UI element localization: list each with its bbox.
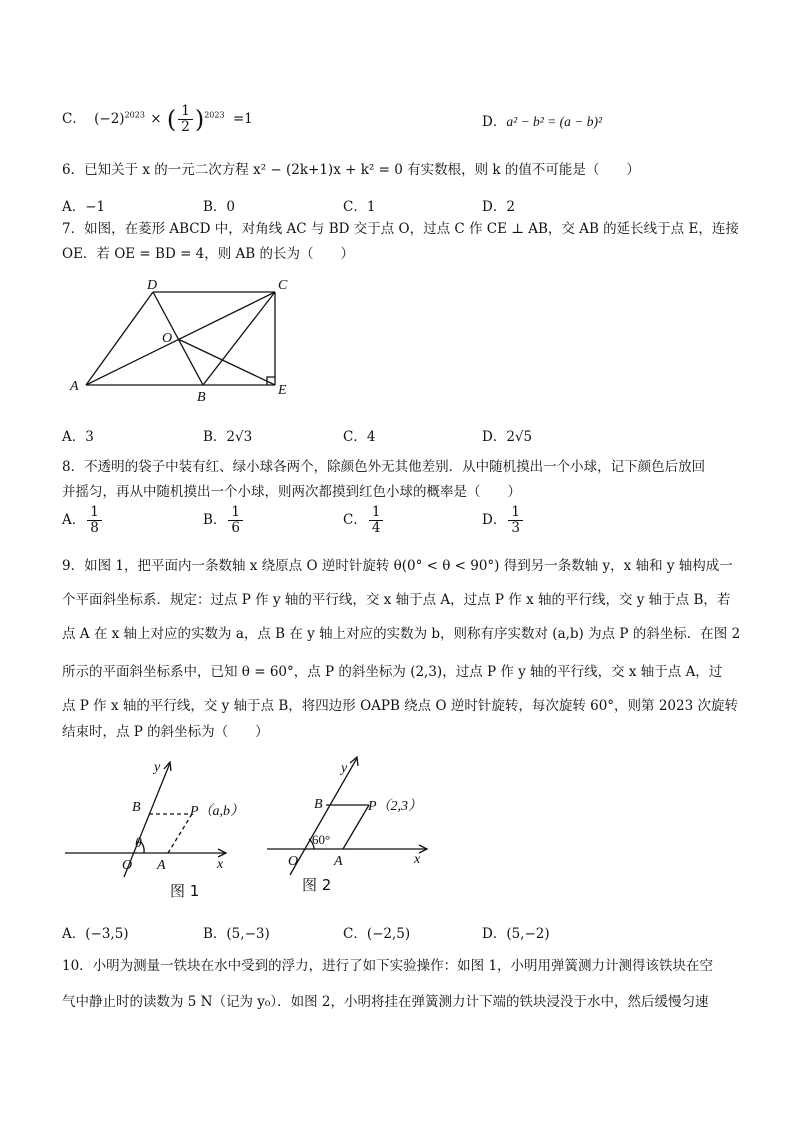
q9-fig2-caption: 图 2 bbox=[302, 876, 332, 894]
q5-option-d bbox=[482, 110, 602, 130]
q9-fig1-label-y: y bbox=[154, 760, 161, 775]
q8-option-c-fraction: $\frac{1}{4}$ bbox=[369, 505, 384, 536]
q9-fig1-caption: 图 1 bbox=[170, 882, 200, 900]
q9-line3: 点 A 在 x 轴上对应的实数为 a，点 B 在 y 轴上对应的实数为 b，则称有序实数对 (a,b) 为点 P 的斜坐标．在图 2 bbox=[62, 626, 741, 642]
q9-fig2-y-arrow-icon bbox=[350, 757, 358, 766]
q9-fig2-label-o: O bbox=[288, 854, 299, 869]
q9-fig2-label-angle: 60° bbox=[312, 832, 331, 847]
q8-option-b-fraction: $\frac{1}{6}$ bbox=[228, 505, 243, 536]
q9-fig1-label-x: x bbox=[217, 857, 224, 872]
q7-edge-cb bbox=[203, 292, 275, 385]
q5-option-d-expr: a² − b² = (a − b)² bbox=[506, 114, 603, 129]
q7-option-c: C．4 bbox=[343, 429, 376, 445]
q9-line2: 个平面斜坐标系．规定：过点 P 作 y 轴的平行线，交 x 轴于点 A，过点 P 作 x 轴的平行线，交 y 轴于点 B，若 bbox=[62, 592, 731, 608]
q5-option-c-exp2: 2023 bbox=[204, 110, 225, 120]
q9-fig1-label-a: A bbox=[157, 858, 166, 873]
q5-option-c: C． $(-2)^{2023}$ × ( $\frac{1}{2}$ )$^{2023}$ =1 bbox=[62, 103, 253, 135]
q9-fig2-label-x: x bbox=[414, 852, 421, 867]
q9-fig1-label-b: B bbox=[132, 800, 141, 815]
q6-option-a: A．−1 bbox=[62, 199, 106, 215]
q7-option-b: B．2√3 bbox=[203, 429, 253, 445]
q9-line6: 结束时，点 P 的斜坐标为（ ） bbox=[62, 724, 269, 740]
q9-fig2-segment-pa bbox=[343, 805, 369, 849]
q10-line2: 气中静止时的读数为 5 N（记为 y₀）．如图 2，小明将挂在弹簧测力计下端的铁块浸没于水中，然后缓慢匀速 bbox=[62, 994, 709, 1010]
q7-rhombus-figure bbox=[60, 272, 300, 408]
q9-option-d: D．(5,−2) bbox=[482, 926, 550, 942]
q6-option-b: B．0 bbox=[203, 199, 236, 215]
q9-option-b: B．(5,−3) bbox=[203, 926, 270, 942]
q9-fig1-label-o: O bbox=[122, 858, 133, 873]
q9-fig2-label-b: B bbox=[314, 797, 323, 812]
q9-option-c: C．(−2,5) bbox=[343, 926, 411, 942]
q8-option-a: A． $\frac{1}{8}$ bbox=[62, 505, 104, 536]
q5-option-d-label: D． bbox=[482, 114, 507, 130]
q5-option-c-base: (−2) bbox=[94, 111, 125, 127]
q9-figure-2 bbox=[262, 750, 442, 900]
q7-stem-line1: 7．如图，在菱形 ABCD 中，对角线 AC 与 BD 交于点 O，过点 C 作 CE ⊥ AB，交 AB 的延长线于点 E，连接 bbox=[62, 221, 739, 237]
q7-option-d: D．2√5 bbox=[482, 429, 533, 445]
q7-edge-ad bbox=[86, 292, 153, 385]
q6-option-c: C．1 bbox=[343, 199, 376, 215]
q8-stem-line2: 并摇匀，再从中随机摸出一个小球，则两次都摸到红色小球的概率是（ ） bbox=[62, 484, 521, 500]
q8-option-c: C． $\frac{1}{4}$ bbox=[343, 505, 385, 536]
q9-fig1-dashed-pa bbox=[168, 814, 192, 853]
q9-fig1-label-p: P（a,b） bbox=[190, 804, 245, 819]
q9-line1: 9．如图 1，把平面内一条数轴 x 绕原点 O 逆时针旋转 θ(0° < θ < 90°) 得到另一条数轴 y，x 轴和 y 轴构成一 bbox=[62, 558, 733, 574]
q9-fig2-label-a: A bbox=[334, 854, 343, 869]
q5-option-c-exp1: 2023 bbox=[124, 110, 145, 120]
q9-option-a: A．(−3,5) bbox=[62, 926, 129, 942]
q5-option-c-label: C． bbox=[62, 111, 86, 127]
q9-figure-1 bbox=[60, 755, 260, 905]
q7-stem-line2: OE．若 OE = BD = 4，则 AB 的长为（ ） bbox=[62, 246, 355, 262]
q10-line1: 10．小明为测量一铁块在水中受到的浮力，进行了如下实验操作：如图 1，小明用弹簧测力计测得该铁块在空 bbox=[62, 958, 714, 974]
q7-label-o: O bbox=[162, 331, 173, 346]
q7-option-a: A．3 bbox=[62, 429, 94, 445]
q8-option-d: D． $\frac{1}{3}$ bbox=[482, 505, 525, 536]
q5-option-c-fraction: $\frac{1}{2}$ bbox=[178, 104, 193, 135]
q7-diagonal-bd bbox=[153, 292, 203, 385]
q8-stem-line1: 8．不透明的袋子中装有红、绿小球各两个，除颜色外无其他差别．从中随机摸出一个小球，记下颜色后放回 bbox=[62, 459, 706, 475]
q6-option-d: D．2 bbox=[482, 199, 515, 215]
q8-option-a-fraction: $\frac{1}{8}$ bbox=[87, 505, 102, 536]
q9-line5: 点 P 作 x 轴的平行线，交 y 轴于点 B，将四边形 OAPB 绕点 O 逆时针旋转，每次旋转 60°，则第 2023 次旋转 bbox=[62, 698, 738, 714]
q9-fig1-label-theta: θ bbox=[135, 836, 142, 851]
q7-label-e: E bbox=[278, 383, 287, 398]
q7-label-d: D bbox=[147, 278, 158, 293]
q8-option-b: B． $\frac{1}{6}$ bbox=[203, 505, 245, 536]
q6-stem: 6．已知关于 x 的一元二次方程 x² − (2k+1)x + k² = 0 有实数根，则 k 的值不可能是（ ） bbox=[62, 162, 640, 178]
q7-label-c: C bbox=[278, 278, 288, 293]
q7-label-b: B bbox=[197, 390, 206, 405]
q7-label-a: A bbox=[70, 379, 79, 394]
q9-line4: 所示的平面斜坐标系中，已知 θ = 60°，点 P 的斜坐标为 (2,3)，过点 P 作 y 轴的平行线，交 x 轴于点 A，过 bbox=[62, 664, 723, 680]
q9-fig2-label-p: P（2,3） bbox=[368, 799, 423, 814]
q5-option-c-rhs: =1 bbox=[232, 111, 253, 127]
q8-option-d-fraction: $\frac{1}{3}$ bbox=[508, 505, 523, 536]
q9-fig2-label-y: y bbox=[341, 761, 348, 776]
q7-segment-oe bbox=[178, 339, 275, 385]
